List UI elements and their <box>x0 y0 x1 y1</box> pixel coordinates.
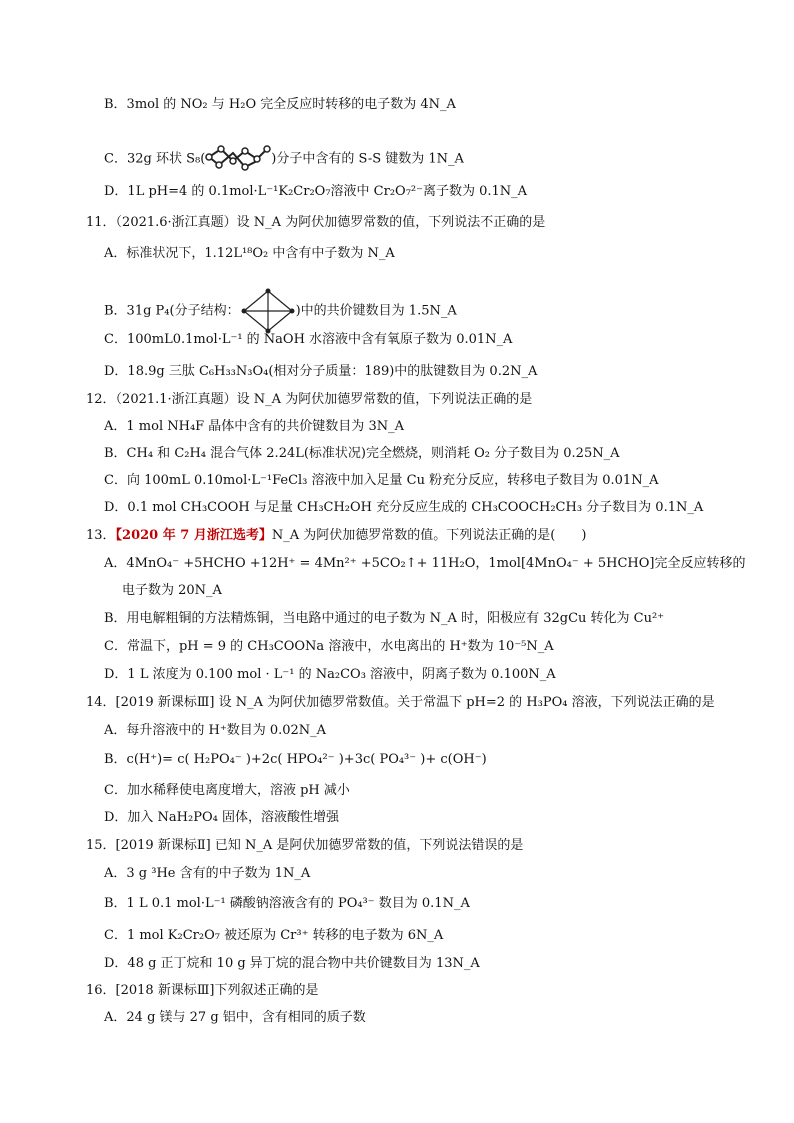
q14-option-a: A．每升溶液中的 H⁺数目为 0.02N_A <box>104 723 327 738</box>
q11-option-b-suffix: )中的共价键数目为 1.5N_A <box>295 303 457 319</box>
q11-option-a: A．标准状况下，1.12L¹⁸O₂ 中含有中子数为 N_A <box>104 246 395 261</box>
q12-option-a: A．1 mol NH₄F 晶体中含有的共价键数目为 3N_A <box>104 419 404 434</box>
q14-option-d: D．加入 NaH₂PO₄ 固体，溶液酸性增强 <box>104 810 339 825</box>
q13-number: 13． <box>86 528 116 543</box>
q14-option-b: B．c(H⁺)= c( H₂PO₄⁻ )+2c( HPO₄²⁻ )+3c( PO₄³⁻ )+ c(OH⁻) <box>104 752 487 767</box>
q15-option-b: B．1 L 0.1 mol·L⁻¹ 磷酸钠溶液含有的 PO₄³⁻ 数目为 0.1N_A <box>104 896 470 911</box>
q15-option-a: A．3 g ³He 含有的中子数为 1N_A <box>104 866 311 881</box>
q13-option-d: D．1 L 浓度为 0.100 mol · L⁻¹ 的 Na₂CO₃ 溶液中，阴离子数为 0.100N_A <box>104 667 556 682</box>
q11-stem: 11．（2021.6·浙江真题）设 N_A 为阿伏加德罗常数的值，下列说法不正确的是 <box>86 215 546 230</box>
q10-option-d: D．1L pH=4 的 0.1mol·L⁻¹K₂Cr₂O₇溶液中 Cr₂O₇²⁻离子数为 0.1N_A <box>104 184 528 199</box>
q11-option-d: D．18.9g 三肽 C₆H₃₃N₃O₄(相对分子质量：189)中的肽键数目为 0.2N_A <box>104 364 538 379</box>
q15-option-c: C．1 mol K₂Cr₂O₇ 被还原为 Cr³⁺ 转移的电子数为 6N_A <box>104 928 444 943</box>
q11-option-c: C．100mL0.1mol·L⁻¹ 的 NaOH 水溶液中含有氧原子数为 0.01N_A <box>104 332 513 347</box>
q10-option-c-suffix: )分子中含有的 S-S 键数为 1N_A <box>271 151 464 167</box>
q13-stem-text: N_A 为阿伏加德罗常数的值。下列说法正确的是( ) <box>271 528 587 543</box>
q10-option-c <box>104 141 464 177</box>
q14-option-c: C．加水稀释使电离度增大，溶液 pH 减小 <box>104 783 350 798</box>
q16-option-a: A．24 g 镁与 27 g 铝中，含有相同的质子数 <box>104 1010 366 1025</box>
q12-stem: 12．（2021.1·浙江真题）设 N_A 为阿伏加德罗常数的值，下列说法正确的是 <box>86 392 533 407</box>
q10-option-c-prefix: C．32g 环状 S₈( <box>104 151 206 167</box>
q15-option-d: D．48 g 正丁烷和 10 g 异丁烷的混合物中共价键数目为 13N_A <box>104 956 480 971</box>
q15-stem: 15．[2019 新课标Ⅱ] 已知 N_A 是阿伏加德罗常数的值，下列说法错误的是 <box>86 838 524 853</box>
q13-source-tag: 【2020 年 7 月浙江选考】 <box>115 528 272 543</box>
q12-option-b: B．CH₄ 和 C₂H₄ 混合气体 2.24L(标准状况)完全燃烧，则消耗 O₂ 分子数目为 0.25N_A <box>104 446 620 461</box>
q13-option-b: B．用电解粗铜的方法精炼铜，当电路中通过的电子数为 N_A 时，阳极应有 32gCu 转化为 Cu²⁺ <box>104 611 665 626</box>
q14-stem: 14．[2019 新课标Ⅲ] 设 N_A 为阿伏加德罗常数值。关于常温下 pH=2 的 H₃PO₄ 溶液，下列说法正确的是 <box>86 695 715 710</box>
s8-ring-structure-icon <box>205 141 271 177</box>
q12-option-d: D．0.1 mol CH₃COOH 与足量 CH₃CH₂OH 充分反应生成的 CH₃COOCH₂CH₃ 分子数目为 0.1N_A <box>104 500 704 515</box>
q11-option-b-prefix: B．31g P₄(分子结构： <box>104 303 240 319</box>
q12-option-c: C．向 100mL 0.10mol·L⁻¹FeCl₃ 溶液中加入足量 Cu 粉充分反应，转移电子数目为 0.01N_A <box>104 473 659 488</box>
q13-option-c: C．常温下，pH = 9 的 CH₃COONa 溶液中，水电离出的 H⁺数为 10⁻⁵N_A <box>104 639 554 654</box>
p4-tetrahedron-structure-icon <box>240 288 296 334</box>
q13-option-a-line2: 电子数为 20N_A <box>122 583 222 598</box>
q13-stem <box>86 527 586 545</box>
q10-option-b: B．3mol 的 NO₂ 与 H₂O 完全反应时转移的电子数为 4N_A <box>104 97 456 112</box>
q16-stem: 16．[2018 新课标Ⅲ]下列叙述正确的是 <box>86 983 319 998</box>
q11-option-b <box>104 288 457 334</box>
q13-option-a-line1: A．4MnO₄⁻ +5HCHO +12H⁺ = 4Mn²⁺ +5CO₂↑+ 11H₂O，1mol[4MnO₄⁻ + 5HCHO]完全反应转移的 <box>104 556 746 571</box>
